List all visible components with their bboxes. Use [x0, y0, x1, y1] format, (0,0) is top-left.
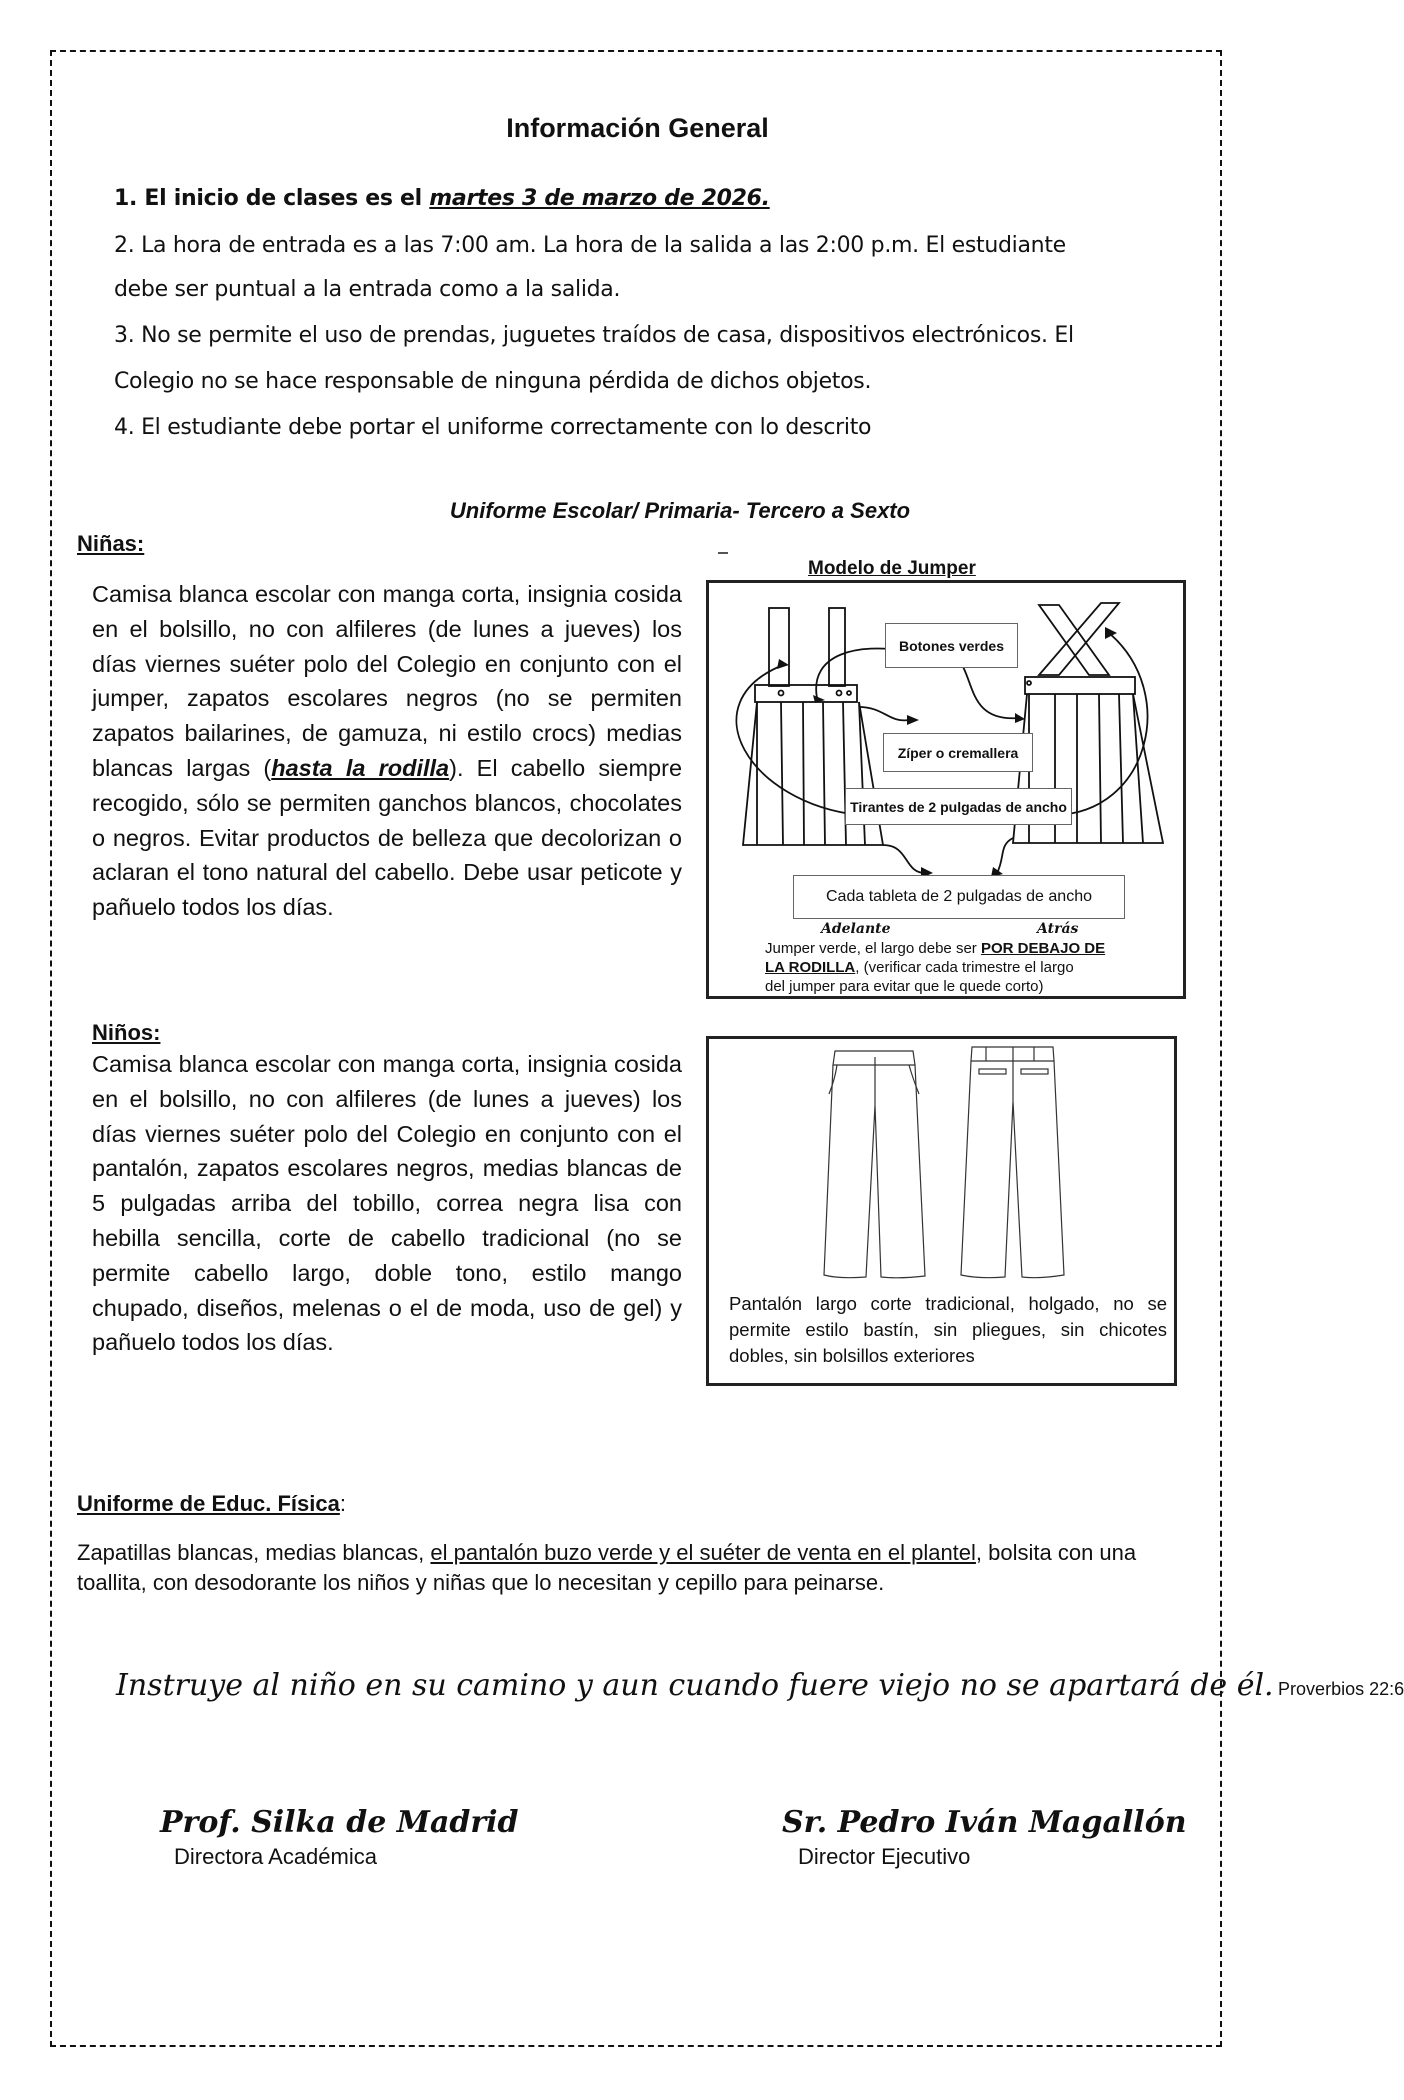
- jumper-caption-strong-1: POR DEBAJO DE: [980, 940, 1106, 957]
- stray-mark: [718, 552, 728, 554]
- signature-2: [782, 1805, 1187, 1870]
- signature-1-role: Directora Académica: [174, 1844, 377, 1869]
- jumper-figure-title: Modelo de Jumper: [808, 558, 976, 579]
- start-date: martes 3 de marzo de 2026.: [429, 186, 770, 211]
- jumper-caption: [765, 939, 1165, 996]
- girls-text-part-2: ). El cabello siempre recogido, sólo se permiten ganchos blancos, chocolates o negros. Evitar productos de belleza que decolorizan o aclaran el tono natural del cabello. Debe usar peticote y pañuelo todos los días.: [92, 754, 683, 921]
- pants-figure: [706, 1036, 1177, 1386]
- pants-caption: Pantalón largo corte tradicional, holgado, no se permite estilo bastín, sin pliegues, sin chicotes dobles, sin bolsillos exteriores: [729, 1293, 1167, 1366]
- quote-text: Instruye al niño en su camino y aun cuando fuere viejo no se apartará de él: [116, 1668, 1265, 1703]
- pe-heading: [77, 1491, 346, 1517]
- pe-text-part-2: , bolsita con una toallita, con desodorante los niños y niñas que lo necesitan y cepillo para peinarse.: [77, 1540, 1137, 1595]
- info-item-4: 4. El estudiante debe portar el uniforme correctamente con lo descrito: [114, 415, 872, 440]
- label-pleats: Cada tableta de 2 pulgadas de ancho: [793, 875, 1125, 919]
- bible-quote: [116, 1668, 1404, 1703]
- label-straps: Tirantes de 2 pulgadas de ancho: [845, 788, 1072, 825]
- girls-text-part-1: Camisa blanca escolar con manga corta, insignia cosida en el bolsillo, no con alfileres (de lunes a jueves) los días viernes suéter polo del Colegio en conjunto con el jumper, zapatos escolares negros (no se permiten zapatos bailarines, de gamuza, ni estilo crocs) medias blancas largas (: [92, 581, 682, 781]
- pe-heading-colon: :: [339, 1491, 346, 1516]
- quote-period: .: [1264, 1668, 1274, 1703]
- pe-heading-text: Uniforme de Educ. Física: [77, 1491, 340, 1516]
- info-item-1: [114, 186, 770, 211]
- info-item-3-line-1: 3. No se permite el uso de prendas, juguetes traídos de casa, dispositivos electrónicos. El: [114, 323, 1074, 348]
- label-zipper: Zíper o cremallera: [883, 733, 1033, 772]
- info-item-2-line-1: 2. La hora de entrada es a las 7:00 am. La hora de la salida a las 2:00 p.m. El estudiante: [114, 233, 1066, 258]
- jumper-figure: [706, 580, 1186, 999]
- pe-text-part-1: Zapatillas blancas, medias blancas,: [77, 1540, 431, 1565]
- quote-reference: Proverbios 22:6: [1278, 1679, 1404, 1699]
- pe-text-underlined: el pantalón buzo verde y el suéter de venta en el plantel: [430, 1540, 976, 1565]
- jumper-caption-strong-2: LA RODILLA: [765, 959, 856, 976]
- boys-heading: Niños:: [92, 1020, 161, 1045]
- pe-uniform-text: [77, 1538, 1207, 1598]
- signature-1: [160, 1805, 519, 1870]
- page-title: Información General: [506, 113, 769, 143]
- back-label: Atrás: [1037, 921, 1079, 937]
- info-item-1-text: 1. El inicio de clases es el: [114, 186, 430, 211]
- uniform-subtitle: Uniforme Escolar/ Primaria- Tercero a Sexto: [449, 498, 911, 523]
- girls-emphasis: hasta la rodilla: [271, 754, 450, 781]
- girls-heading: Niñas:: [77, 531, 145, 556]
- info-item-3-line-2: Colegio no se hace responsable de ninguna pérdida de dichos objetos.: [114, 369, 872, 394]
- signature-2-name: Sr. Pedro Iván Magallón: [782, 1805, 1187, 1840]
- signature-1-name: Prof. Silka de Madrid: [160, 1805, 519, 1840]
- jumper-caption-3: del jumper para evitar que le quede corto): [765, 978, 1044, 995]
- front-label: Adelante: [821, 921, 891, 937]
- label-buttons: Botones verdes: [885, 623, 1018, 668]
- boys-uniform-text: Camisa blanca escolar con manga corta, insignia cosida en el bolsillo, no con alfileres (de lunes a jueves) los días viernes suéter polo del Colegio en conjunto con el pantalón, zapatos escolares negros, medias blancas de 5 pulgadas arriba del tobillo, correa negra lisa con hebilla sencilla, corte de cabello tradicional (no se permite cabello largo, doble tono, estilo mango chupado, diseños, melenas o el de moda, uso de gel) y pañuelo todos los días.: [92, 1051, 682, 1356]
- signature-2-role: Director Ejecutivo: [798, 1844, 971, 1869]
- jumper-caption-1: Jumper verde, el largo debe ser: [765, 940, 981, 957]
- info-item-2-line-2: debe ser puntual a la entrada como a la salida.: [114, 277, 621, 302]
- girls-uniform-text: [92, 577, 682, 925]
- jumper-caption-2: , (verificar cada trimestre el largo: [855, 959, 1074, 976]
